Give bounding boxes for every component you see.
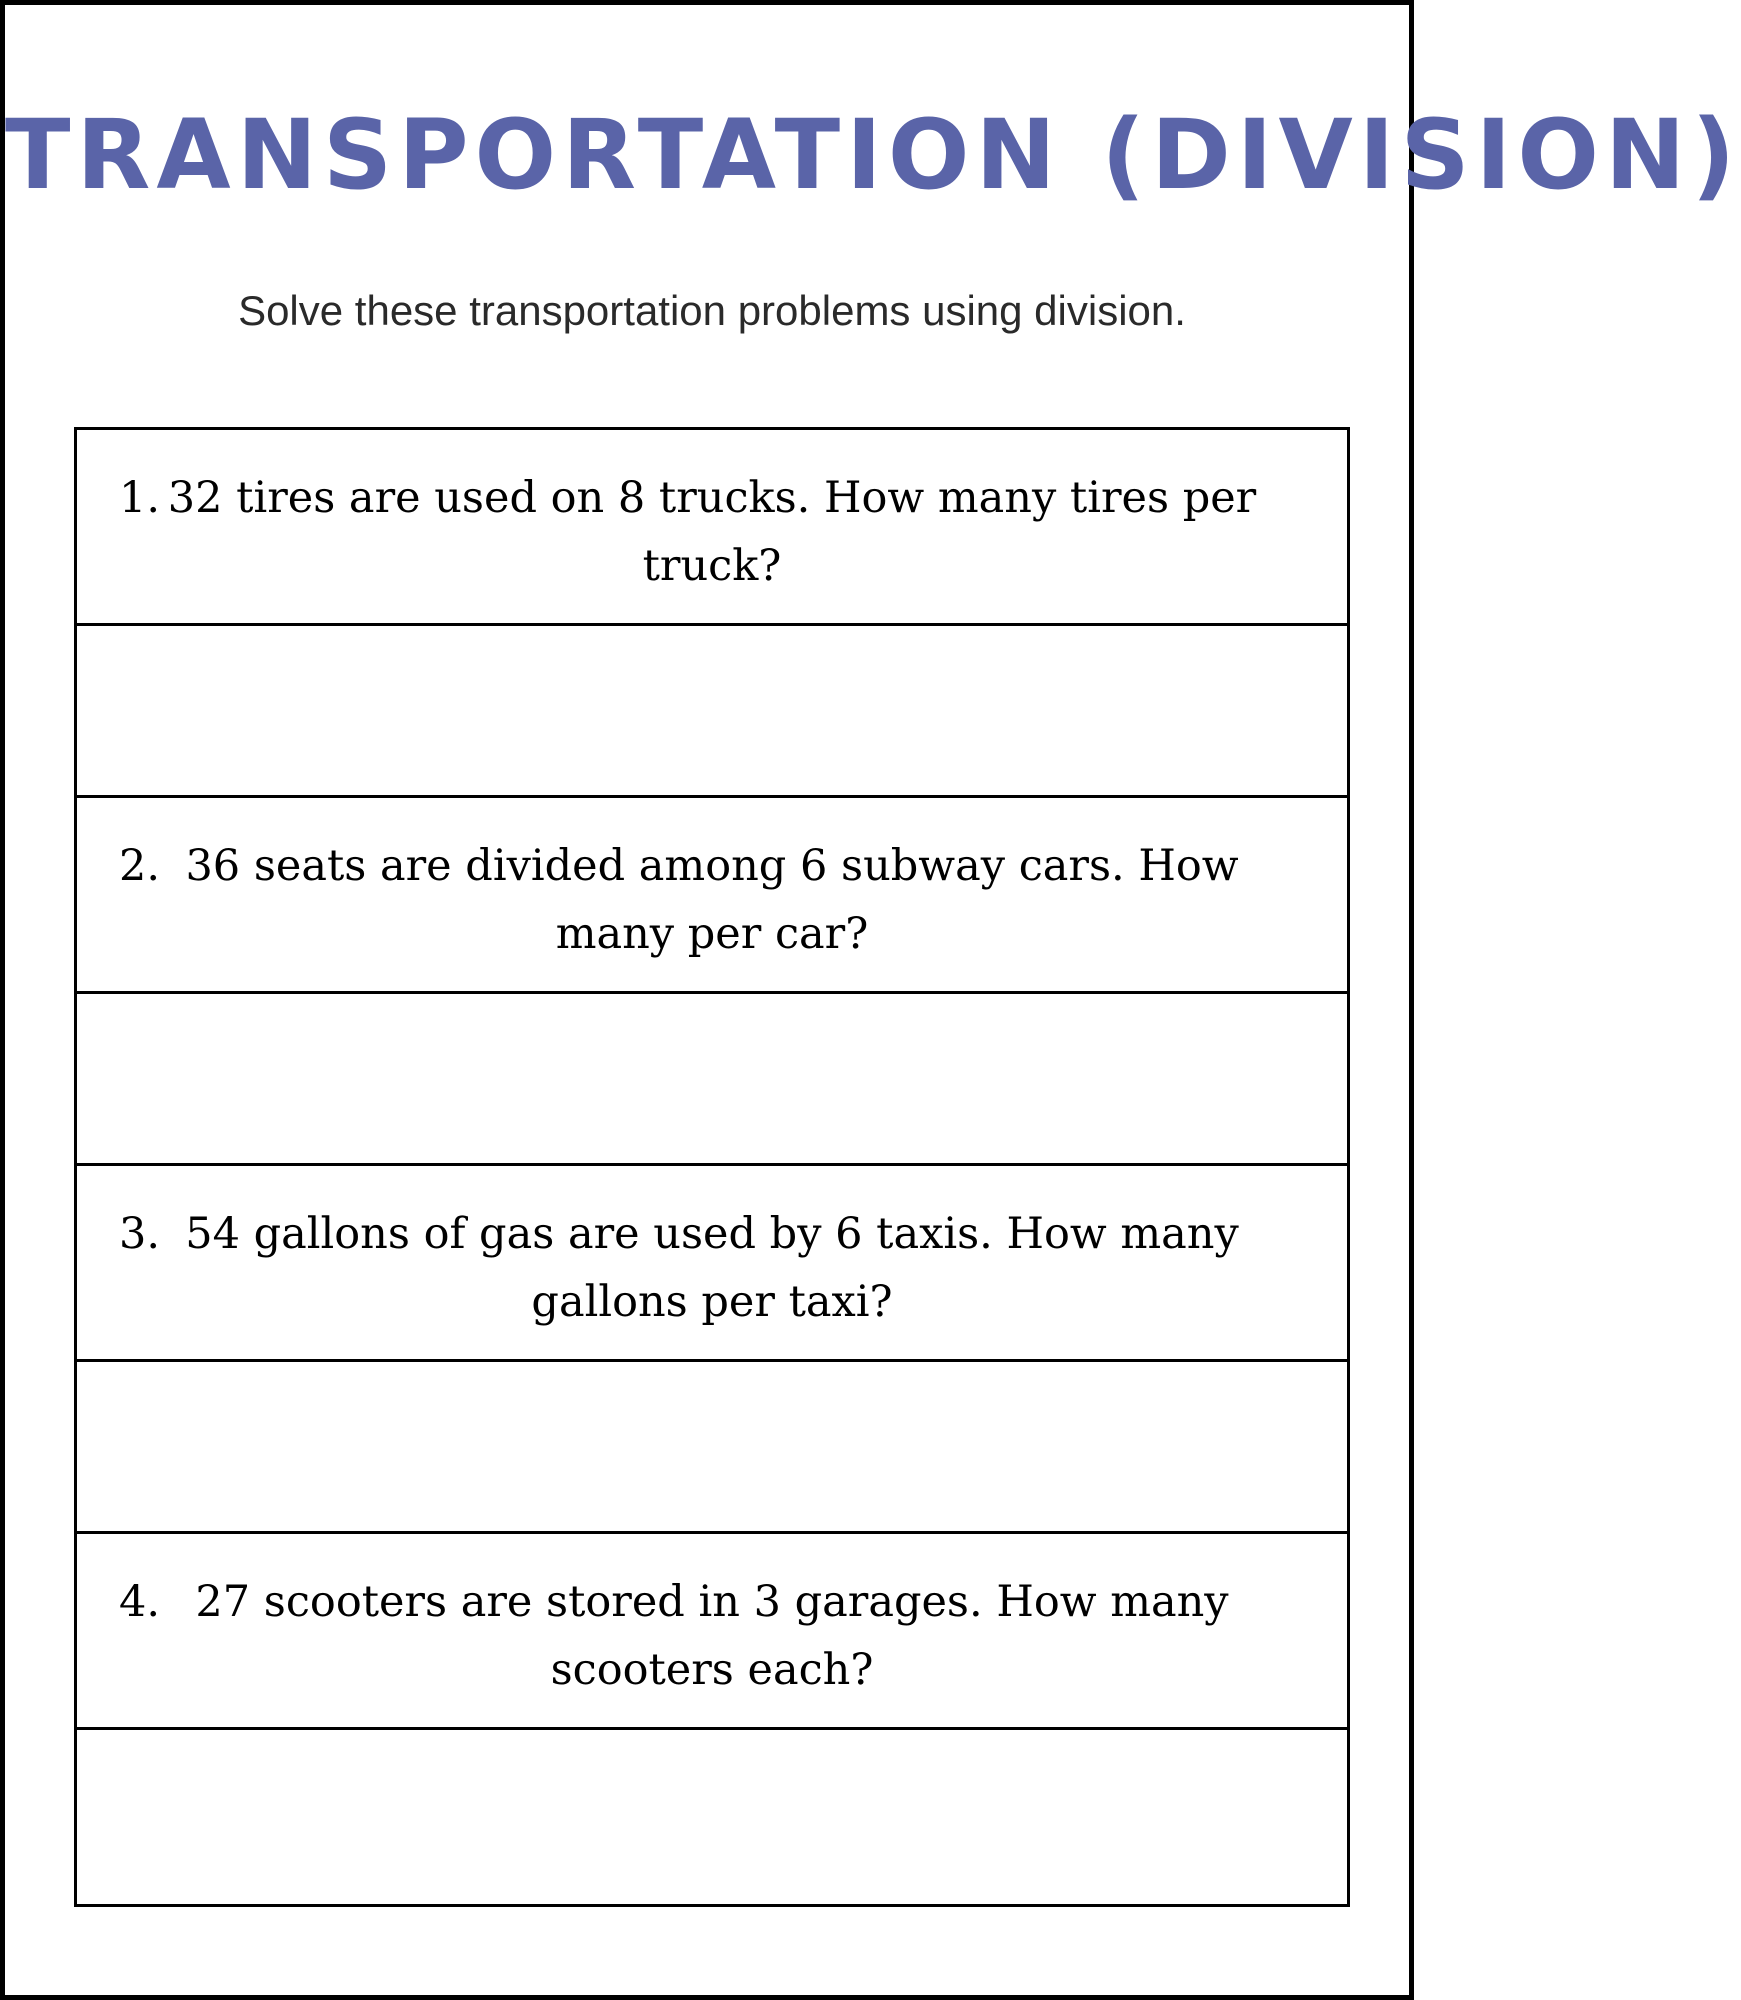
problem-row [77, 1166, 1347, 1362]
problems-table [74, 427, 1350, 1907]
problem-text: 32 tires are used on 8 trucks. How many tires per truck? [167, 473, 1257, 591]
problem-number: 1. [119, 473, 161, 523]
problem-row [77, 798, 1347, 994]
page-title: TRANSPORTATION (DIVISION) [5, 99, 1741, 211]
problem-row [77, 1534, 1347, 1730]
answer-space[interactable] [77, 1730, 1347, 1902]
problem-number: 4. [119, 1577, 161, 1627]
problem-text: 36 seats are divided among 6 subway cars. How many per car? [185, 841, 1239, 959]
answer-space[interactable] [77, 626, 1347, 798]
answer-space[interactable] [77, 1362, 1347, 1534]
answer-space[interactable] [77, 994, 1347, 1166]
problem-text: 54 gallons of gas are used by 6 taxis. How many gallons per taxi? [185, 1209, 1239, 1327]
problem-row [77, 430, 1347, 626]
instructions: Solve these transportation problems using division. [238, 287, 1186, 334]
problem-text: 27 scooters are stored in 3 garages. How many scooters each? [195, 1577, 1229, 1695]
problem-number: 2. [119, 841, 161, 891]
problem-number: 3. [119, 1209, 161, 1259]
